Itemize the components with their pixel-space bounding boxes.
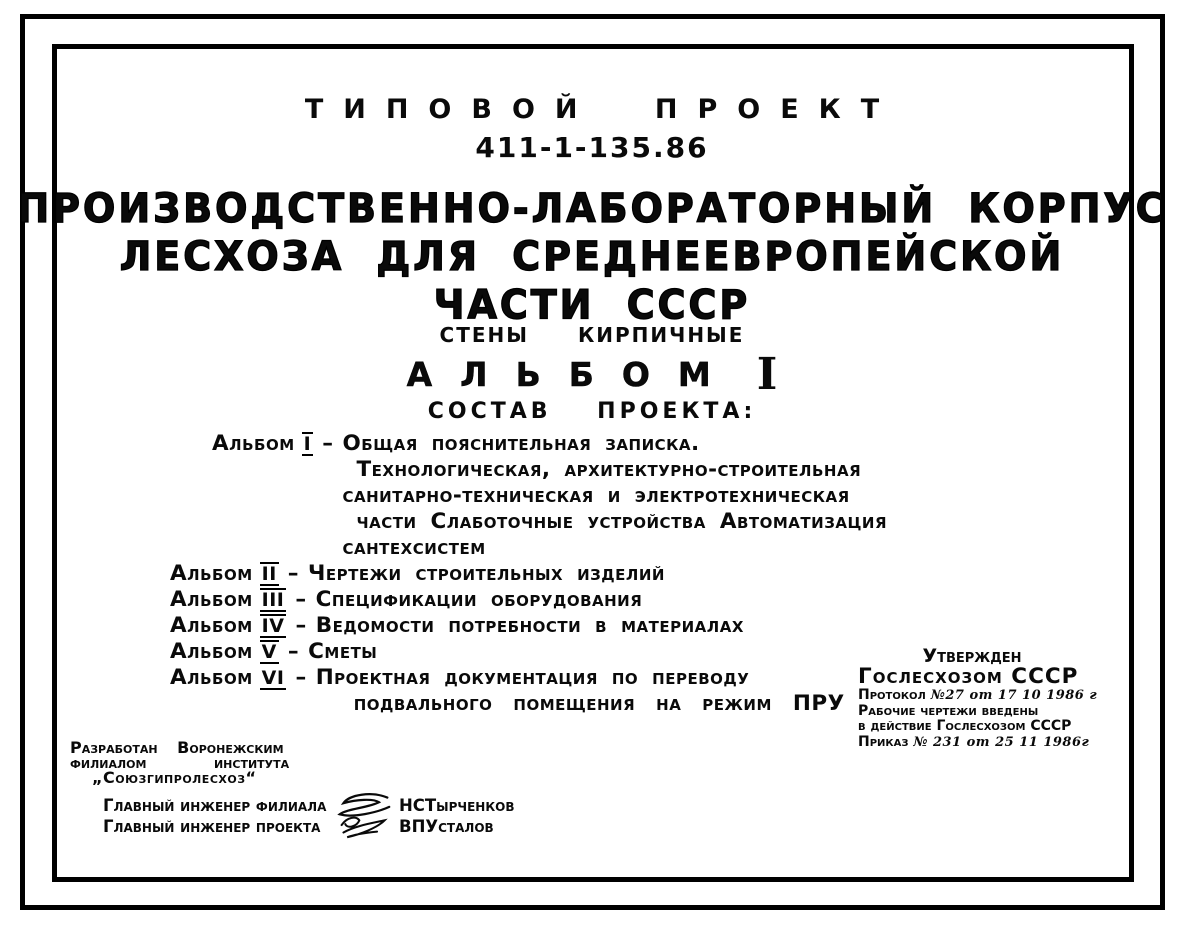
album-item-line: сантехсистем [342,535,486,560]
main-title [0,184,1184,329]
developer-line-1: Разработан Воронежским [70,738,284,757]
album-item-numeral: VI [261,667,285,689]
album-item-numeral: II [261,563,277,585]
album-item-line: Чертежи строительных изделий [308,561,665,586]
album-item-dash: – [295,665,307,690]
album-item-label [170,639,279,665]
album-list-item [170,665,887,717]
album-list-item [170,587,887,613]
album-heading [0,349,1184,400]
album-item-line: Проектная документация по переводу [315,665,750,690]
album-item-label [212,431,313,457]
album-item-dash: – [287,639,300,664]
album-item-word: Альбом [170,587,253,612]
main-title-line-3: ЧАСТИ СССР [433,281,751,328]
album-item-line: санитарно-техническая и электротехническая [342,483,850,508]
project-number: 411-1-135.86 [475,131,709,164]
album-list-item [170,613,887,639]
album-item-description [316,587,643,613]
album-item-label [170,665,286,691]
album-item-line: Сметы [308,639,378,664]
album-item-word: Альбом [212,431,295,456]
album-item-description [316,665,845,717]
approval-protocol-value: №27 от 17 10 1986 г [930,688,1098,703]
album-item-numeral: V [261,641,277,663]
album-heading-numeral: I [756,349,778,400]
album-item-line: Технологическая, архитектурно-строительная [356,457,862,482]
album-item-dash: – [322,431,334,456]
album-item-label [170,587,286,613]
signatory-name: ВПУсталов [399,816,494,836]
contents-heading: СОСТАВ ПРОЕКТА: [427,399,757,424]
album-item-description [308,561,665,587]
approval-approved-by: Гослесхозом СССР [858,664,1079,689]
approval-protocol-label: Протокол [858,687,926,703]
album-item-dash: – [295,613,307,638]
signatory-role: Главный инженер филиала [103,795,327,815]
album-item-line: подвального помещения на режим ПРУ [353,691,845,716]
approval-order-line [858,735,1116,751]
album-list [170,431,887,717]
approval-approved-label: Утвержден [922,645,1022,667]
album-item-description [316,613,744,639]
signatory-name: НСТырченков [399,795,515,815]
album-item-label [170,561,279,587]
album-list-item [170,561,887,587]
album-item-numeral: I [303,433,312,455]
album-item-description [342,431,887,561]
approval-block [858,646,1116,750]
album-list-item [170,639,887,665]
album-item-word: Альбом [170,561,253,586]
album-item-word: Альбом [170,639,253,664]
main-title-line-1: ПРОИЗВОДСТВЕННО-ЛАБОРАТОРНЫЙ КОРПУС [17,185,1167,232]
signatory-role: Главный инженер проекта [103,816,321,836]
developer-block [70,740,346,785]
album-item-line: Спецификации оборудования [315,587,643,612]
album-item-label [170,613,286,639]
album-item-dash: – [287,561,300,586]
album-item-dash: – [295,587,307,612]
album-item-line: Общая пояснительная записка. [342,431,700,456]
approval-note-line-2: в действие Гослесхозом СССР [858,718,1072,734]
developer-line-3: „Союзгипролесхоз“ [92,768,257,787]
album-item-word: Альбом [170,665,253,690]
album-heading-label: АЛЬБОМ [406,355,739,394]
walls-note: СТЕНЫ КИРПИЧНЫЕ [439,323,745,347]
signatory-row [103,812,494,840]
main-title-line-2: ЛЕСХОЗА ДЛЯ СРЕДНЕЕВРОПЕЙСКОЙ [119,233,1065,280]
approval-note-line-1: Рабочие чертежи введены [858,702,1039,719]
series-title: ТИПОВОЙ ПРОЕКТ [304,94,900,125]
album-item-numeral: III [261,589,285,611]
approval-order-label: Приказ [858,733,909,750]
album-item-word: Альбом [170,613,253,638]
album-item-line: Ведомости потребности в материалах [315,613,744,638]
signature-icon [335,812,393,840]
approval-order-value: № 231 от 25 11 1986г [913,734,1090,750]
album-list-item [212,431,887,561]
approval-protocol-line [858,688,1116,704]
developer-line-2: филиалом института [70,753,290,772]
album-item-description [308,639,377,665]
album-item-line: части Слаботочные устройства Автоматизация [356,509,887,534]
album-item-numeral: IV [261,615,285,637]
